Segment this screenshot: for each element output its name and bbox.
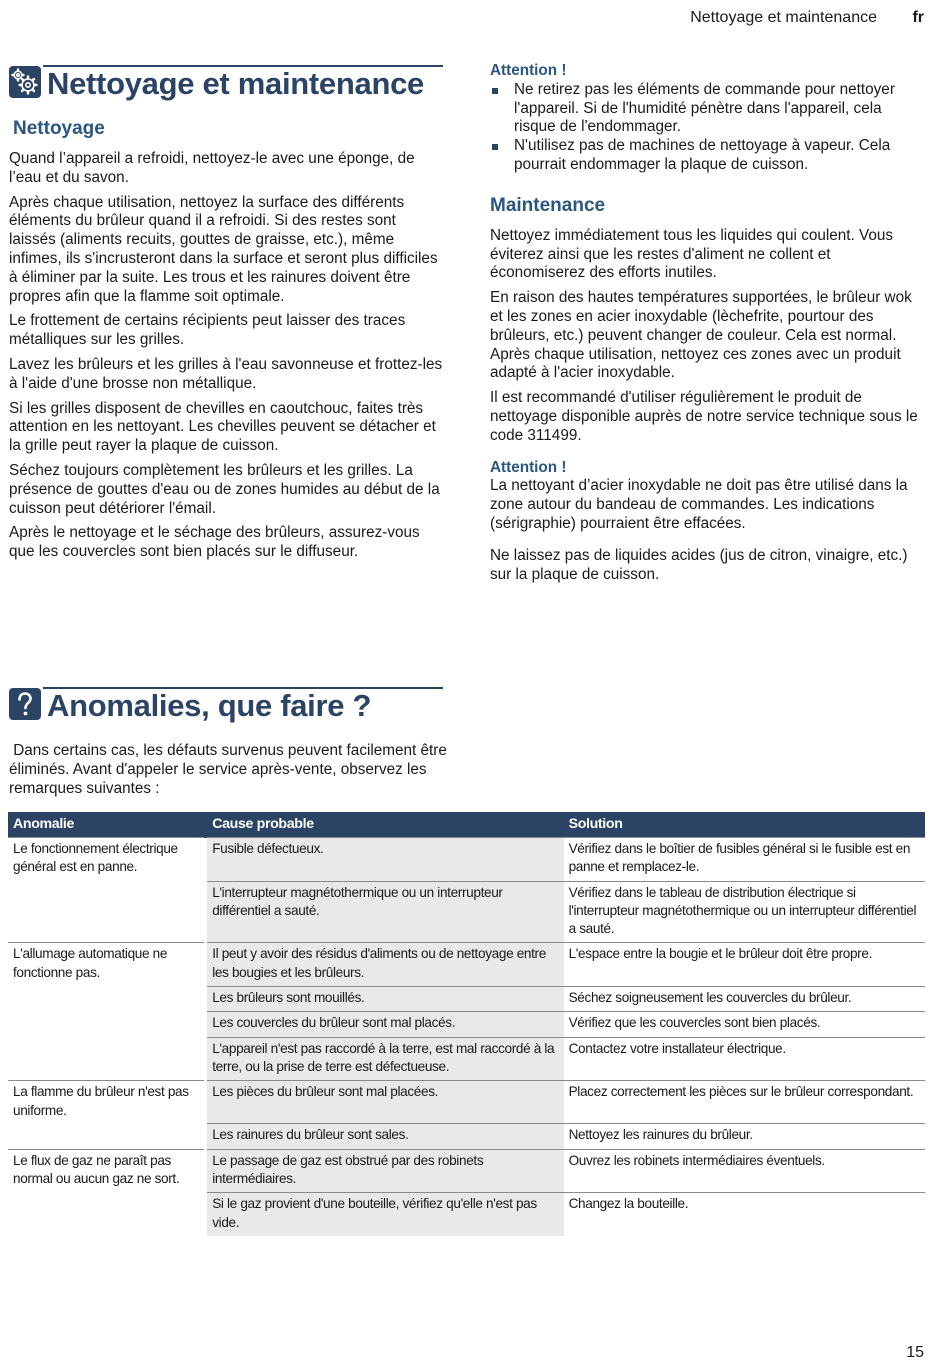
solution-cell: Vérifiez dans le boîtier de fusibles général si le fusible est en panne et remplacez-le. [564, 838, 925, 882]
paragraph: Il est recommandé d'utiliser régulièrement le produit de nettoyage disponible auprès de notre service technique sous le code 311499. [490, 389, 918, 444]
subheading-maintenance: Maintenance [490, 194, 606, 216]
cause-cell: Il peut y avoir des résidus d'aliments ou de nettoyage entre les bougies et les brûleurs. [206, 943, 564, 987]
table-row [8, 1012, 925, 1037]
paragraph: Après le nettoyage et le séchage des brûleurs, assurez-vous que les couvercles sont bien placés sur le diffuseur. [9, 524, 420, 561]
paragraph: Le frottement de certains récipients peut laisser des traces métalliques sur les grilles. [9, 312, 406, 349]
anomalie-cell [8, 1193, 206, 1236]
paragraph: La nettoyant d’acier inoxydable ne doit pas être utilisé dans la zone autour du bandeau de commandes. Les indications (sérigraphie) pourraient être effacées. [490, 477, 908, 532]
table-row [8, 1081, 925, 1124]
cause-cell: Le passage de gaz est obstrué par des robinets intermédiaires. [206, 1149, 564, 1193]
column-header-cause: Cause probable [206, 812, 564, 838]
solution-cell: Ouvrez les robinets intermédiaires éventuels. [564, 1149, 925, 1193]
anomalies-intro: Dans certains cas, les défauts survenus peuvent facilement être éliminés. Avant d'appeler le service après-vente, observez les remarques suivantes : [9, 742, 452, 797]
solution-cell: L'espace entre la bougie et le brûleur doit être propre. [564, 943, 925, 987]
paragraph: Si les grilles disposent de chevilles en caoutchouc, faites très attention en les nettoyant. Les chevilles peuvent se détacher et la grille peut rayer la plaque de cuisson. [9, 399, 436, 455]
column-header-solution: Solution [564, 812, 925, 838]
running-header [0, 8, 950, 30]
section-title: Anomalies, que faire ? [47, 688, 372, 723]
solution-cell: Vérifiez que les couvercles sont bien placés. [564, 1012, 925, 1037]
bullet-square-icon [492, 88, 498, 94]
solution-cell: Contactez votre installateur électrique. [564, 1037, 925, 1081]
page-number: 15 [906, 1344, 924, 1361]
table-header-row [8, 812, 925, 838]
solution-cell: Séchez soigneusement les couvercles du brûleur. [564, 987, 925, 1012]
cause-cell: L'appareil n'est pas raccordé à la terre, est mal raccordé à la terre, ou la prise de terre est défectueuse. [206, 1037, 564, 1081]
solution-cell: Nettoyez les rainures du brûleur. [564, 1124, 925, 1149]
anomalie-cell [8, 1124, 206, 1149]
paragraph: Après chaque utilisation, nettoyez la surface des différents éléments du brûleur quand il a refroidi. Si des restes sont laissés (aliments recuits, gouttes de graisse, etc.), même infimes, ils s'incrusteront dans la surface et seront plus difficiles à éliminer par la suite. Les trous et les rainures doivent être propres afin que la flamme soit optimale. [9, 193, 438, 305]
section-heading-cleaning [9, 64, 443, 104]
question-mark-icon [9, 688, 41, 720]
subheading-nettoyage: Nettoyage [13, 118, 105, 139]
table-row [8, 1193, 925, 1236]
list-item: Ne retirez pas les éléments de commande pour nettoyer l'appareil. Si de l'humidité pénètre dans l'appareil, cela risque de l'endommager. [490, 81, 924, 137]
table-row [8, 838, 925, 882]
bullet-square-icon [492, 144, 498, 150]
anomalie-cell: L'allumage automatique ne fonctionne pas. [8, 943, 206, 987]
right-column [490, 62, 924, 584]
paragraph: Lavez les brûleurs et les grilles à l'eau savonneuse et frottez-les à l'aide d'une brosse non métallique. [9, 355, 443, 392]
paragraph: Quand l’appareil a refroidi, nettoyez-le avec une éponge, de l’eau et du savon. [9, 150, 415, 186]
attention-label: Attention ! [490, 62, 567, 79]
paragraph: En raison des hautes températures supportées, le brûleur wok et les zones en acier inoxydable (lèchefrite, pourtour des brûleurs, etc.) peuvent changer de couleur. Cela est normal. Après chaque utilisation, nettoyez ces zones avec un produit adapté à l'acier inoxydable. [490, 289, 912, 382]
running-header-title: Nettoyage et maintenance [690, 9, 877, 26]
solution-cell: Vérifiez dans le tableau de distribution électrique si l'interrupteur magnétothermique ou un interrupteur différentiel a sauté. [564, 881, 925, 943]
anomalie-cell [8, 1012, 206, 1037]
table-row [8, 987, 925, 1012]
cause-cell: Les couvercles du brûleur sont mal placés. [206, 1012, 564, 1037]
cause-cell: Si le gaz provient d'une bouteille, vérifiez qu'elle n'est pas vide. [206, 1193, 564, 1236]
solution-cell: Changez la bouteille. [564, 1193, 925, 1236]
anomalie-cell [8, 987, 206, 1012]
attention-label: Attention ! [490, 458, 567, 476]
anomalie-cell: La flamme du brûleur n'est pas uniforme. [8, 1081, 206, 1124]
anomalie-cell [8, 1037, 206, 1081]
cause-cell: L'interrupteur magnétothermique ou un interrupteur différentiel a sauté. [206, 881, 564, 943]
troubleshooting-table [8, 812, 925, 1236]
attention-list [490, 81, 924, 175]
cause-cell: Les pièces du brûleur sont mal placées. [206, 1081, 564, 1124]
paragraph: Nettoyez immédiatement tous les liquides qui coulent. Vous éviterez ainsi que les restes d'aliment ne collent et économiserez des efforts inutiles. [490, 226, 894, 282]
cause-cell: Les rainures du brûleur sont sales. [206, 1124, 564, 1149]
paragraph: Ne laissez pas de liquides acides (jus de citron, vinaigre, etc.) sur la plaque de cuisson. [490, 546, 908, 583]
table-row [8, 881, 925, 943]
paragraph: Séchez toujours complètement les brûleurs et les grilles. La présence de gouttes d'eau ou de zones humides au début de la cuisson peut détériorer l'émail. [9, 461, 440, 517]
section-title: Nettoyage et maintenance [47, 66, 424, 101]
table-row [8, 1149, 925, 1193]
anomalie-cell: Le fonctionnement électrique général est en panne. [8, 838, 206, 882]
anomalie-cell: Le flux de gaz ne paraît pas normal ou aucun gaz ne sort. [8, 1149, 206, 1193]
list-item: N'utilisez pas de machines de nettoyage à vapeur. Cela pourrait endommager la plaque de cuisson. [490, 137, 924, 175]
column-header-anomalie: Anomalie [8, 812, 206, 838]
language-code: fr [912, 9, 924, 26]
solution-cell: Placez correctement les pièces sur le brûleur correspondant. [564, 1081, 925, 1124]
cause-cell: Fusible défectueux. [206, 838, 564, 882]
table-row [8, 1124, 925, 1149]
table-row [8, 1037, 925, 1081]
table-row [8, 943, 925, 987]
section-heading-anomalies [9, 686, 443, 726]
left-column [9, 64, 443, 562]
cleaning-gears-icon [9, 66, 41, 98]
cause-cell: Les brûleurs sont mouillés. [206, 987, 564, 1012]
anomalie-cell [8, 881, 206, 943]
